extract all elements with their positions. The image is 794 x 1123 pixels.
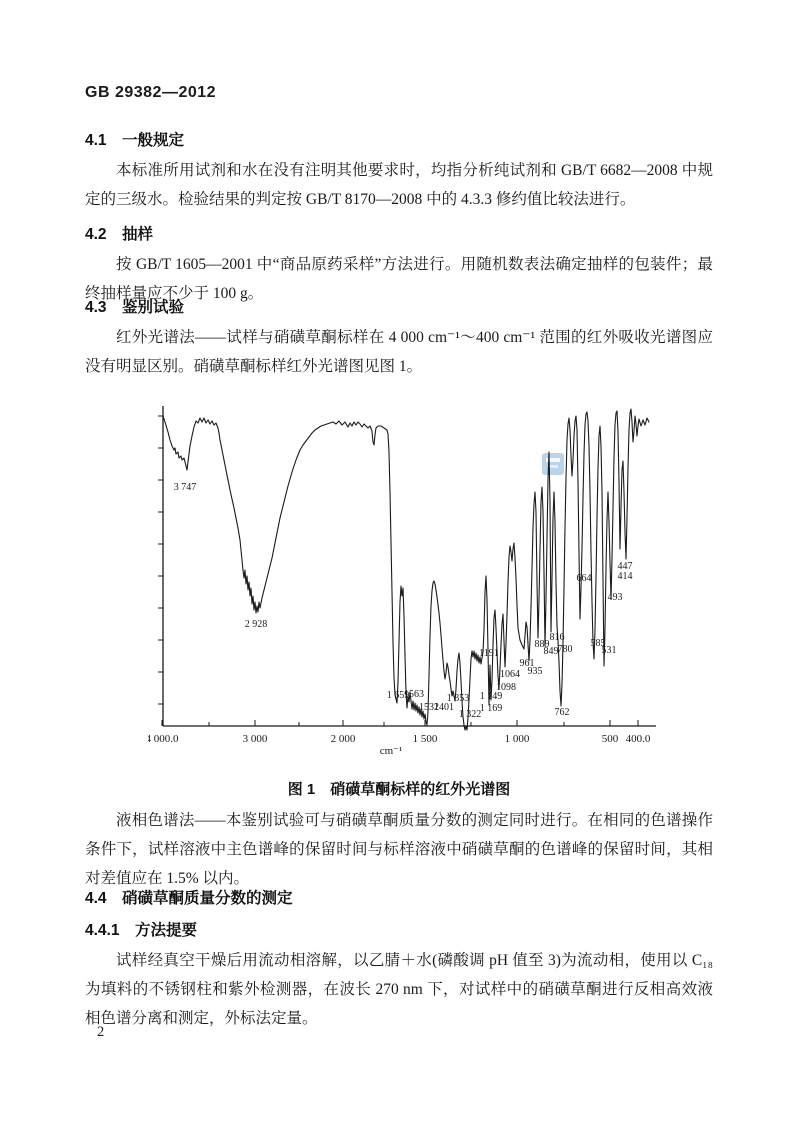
section-heading-4-2: 4.2 抽样 [85, 226, 154, 243]
peak-label: 849 [543, 646, 559, 657]
peak-label: 1532 [419, 702, 439, 713]
peak-label: 1563 [404, 689, 424, 700]
x-tick-label: 400.0 [625, 733, 651, 745]
peak-label: 1 169 [479, 703, 503, 714]
watermark [542, 453, 564, 475]
paragraph-4-3-ir: 红外光谱法——试样与硝磺草酮标样在 4 000 cm⁻¹～400 cm⁻¹ 范围的红外吸收光谱图应没有明显区别。硝磺草酮标样红外光谱图见图 1。 [85, 329, 713, 375]
figure-1-caption: 图 1 硝磺草酮标样的红外光谱图 [287, 781, 511, 798]
peak-label: 889 [534, 639, 550, 650]
section-heading-4-1: 4.1 一般规定 [85, 132, 185, 149]
ir-spectrum-svg [148, 400, 663, 770]
x-tick-label: 1 500 [412, 733, 438, 745]
x-tick-label: 500 [601, 733, 619, 745]
standard-number: GB 29382—2012 [85, 84, 217, 101]
peak-label: 816 [549, 632, 565, 643]
peak-label: 1 353 [446, 693, 470, 704]
x-tick-label: 1 000 [504, 733, 530, 745]
peak-label: 493 [607, 592, 623, 603]
peak-label: 447 [617, 561, 633, 572]
peak-label: 1401 [434, 702, 454, 713]
peak-label: 2 928 [244, 619, 268, 630]
figure-1-ir-spectrum [148, 400, 663, 770]
paragraph-4-2: 按 GB/T 1605—2001 中“商品原药采样”方法进行。用随机数表法确定抽样的包装件；最终抽样量应不少于 100 g。 [85, 256, 713, 302]
x-tick-label: 3 000 [242, 733, 268, 745]
peak-label: 935 [527, 666, 543, 677]
section-heading-4-4: 4.4 硝磺草酮质量分数的测定 [85, 890, 293, 907]
peak-label: 531 [601, 645, 617, 656]
peak-label: 3 747 [173, 482, 197, 493]
peak-label: 1 659 [386, 690, 410, 701]
ir-spectrum-curve [163, 409, 649, 730]
peak-label: 585 [590, 638, 606, 649]
page-number: 2 [97, 1024, 105, 1040]
x-tick-label: 4 000.0 [148, 733, 179, 745]
peak-label: 414 [617, 571, 633, 582]
peak-label: 1 322 [458, 709, 482, 720]
paragraph-4-4-1: 试样经真空干燥后用流动相溶解，以乙腈＋水(磷酸调 pH 值至 3)为流动相，使用以 C₁₈ 为填料的不锈钢柱和紫外检测器，在波长 270 nm 下，对试样中的硝磺草酮进行反相高效液相色谱分离和测定，外标法定量。 [85, 952, 713, 1027]
peak-label: 1064 [500, 669, 520, 680]
watermark-glyph [546, 458, 560, 462]
x-tick-label: 2 000 [330, 733, 356, 745]
peak-label: 664 [576, 573, 592, 584]
paragraph-4-1: 本标准所用试剂和水在没有注明其他要求时，均指分析纯试剂和 GB/T 6682—2008 中规定的三级水。检验结果的判定按 GB/T 8170—2008 中的 4.3.3 修约值比较法进行。 [85, 162, 713, 208]
peak-label: 1191 [479, 648, 499, 659]
paragraph-4-3-lc: 液相色谱法——本鉴别试验可与硝磺草酮质量分数的测定同时进行。在相同的色谱操作条件下，试样溶液中主色谱峰的保留时间与标样溶液中硝磺草酮的色谱峰的保留时间，其相对差值应在 1.5% 以内。 [85, 812, 713, 887]
peak-label: 762 [554, 707, 570, 718]
x-axis-title: cm⁻¹ [379, 745, 403, 757]
peak-label: 1 149 [479, 691, 503, 702]
peak-label: 780 [557, 644, 573, 655]
peak-label: 1098 [496, 682, 516, 693]
peak-label: 961 [519, 658, 535, 669]
section-heading-4-4-1: 4.4.1 方法提要 [85, 922, 197, 939]
section-heading-4-3: 4.3 鉴别试验 [85, 299, 185, 316]
